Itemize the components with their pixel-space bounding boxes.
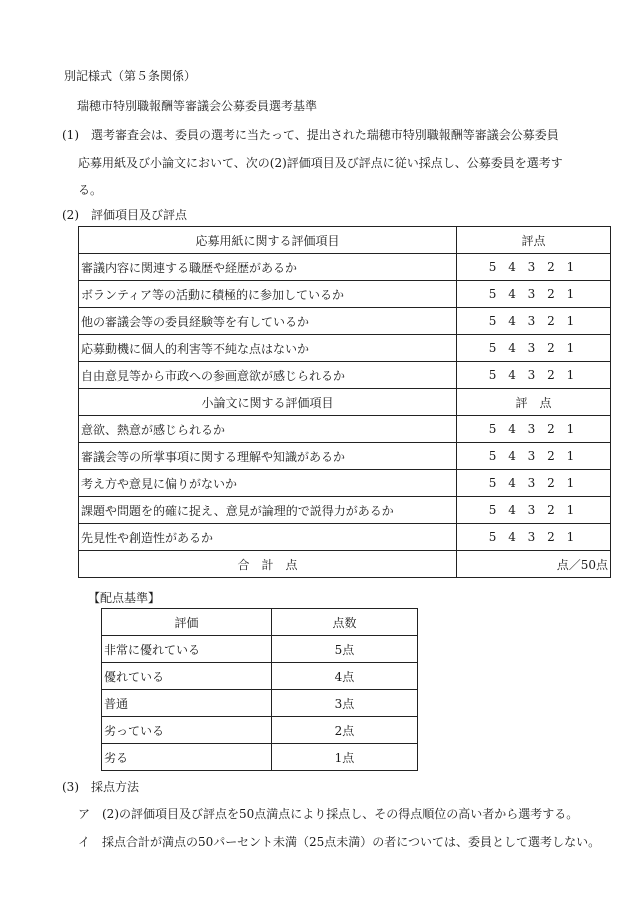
criteria-points: 1点 bbox=[272, 744, 418, 771]
app-score-header: 評点 bbox=[457, 227, 611, 254]
criteria-eval: 劣っている bbox=[102, 717, 272, 744]
criteria-heading: 【配点基準】 bbox=[88, 591, 161, 605]
section2-heading: (2) 評価項目及び評点 bbox=[62, 208, 187, 222]
eval-item: 先見性や創造性があるか bbox=[79, 524, 457, 551]
eval-item: 自由意見等から市政への参画意欲が感じられるか bbox=[79, 362, 457, 389]
table-row bbox=[79, 443, 611, 470]
eval-item: 審議会等の所掌事項に関する理解や知識があるか bbox=[79, 443, 457, 470]
table-row bbox=[79, 335, 611, 362]
section3-item-a: ア (2)の評価項目及び評点を50点満点により採点し、その得点順位の高い者から選考する。 bbox=[78, 807, 579, 821]
criteria-eval: 優れている bbox=[102, 663, 272, 690]
score-options: 5 4 3 2 1 bbox=[457, 335, 611, 362]
score-options: 5 4 3 2 1 bbox=[457, 281, 611, 308]
essay-items-header: 小論文に関する評価項目 bbox=[79, 389, 457, 416]
form-header: 別記様式（第５条関係） bbox=[64, 69, 197, 83]
table-header-row bbox=[79, 389, 611, 416]
criteria-eval-header: 評価 bbox=[102, 609, 272, 636]
table-row bbox=[79, 281, 611, 308]
criteria-points: 3点 bbox=[272, 690, 418, 717]
eval-item: 審議内容に関連する職歴や経歴があるか bbox=[79, 254, 457, 281]
eval-item: 意欲、熱意が感じられるか bbox=[79, 416, 457, 443]
evaluation-table bbox=[78, 226, 611, 578]
eval-item: 応募動機に個人的利害等不純な点はないか bbox=[79, 335, 457, 362]
table-row bbox=[79, 470, 611, 497]
table-row bbox=[79, 524, 611, 551]
app-items-header: 応募用紙に関する評価項目 bbox=[79, 227, 457, 254]
criteria-eval: 普通 bbox=[102, 690, 272, 717]
table-row bbox=[102, 744, 418, 771]
criteria-points: 2点 bbox=[272, 717, 418, 744]
eval-item: 他の審議会等の委員経験等を有しているか bbox=[79, 308, 457, 335]
table-row bbox=[79, 362, 611, 389]
total-value: 点／50点 bbox=[457, 551, 611, 578]
score-options: 5 4 3 2 1 bbox=[457, 416, 611, 443]
score-options: 5 4 3 2 1 bbox=[457, 308, 611, 335]
criteria-points: 4点 bbox=[272, 663, 418, 690]
score-options: 5 4 3 2 1 bbox=[457, 497, 611, 524]
score-options: 5 4 3 2 1 bbox=[457, 254, 611, 281]
criteria-table bbox=[101, 608, 418, 771]
section3-item-b: イ 採点合計が満点の50パーセント未満（25点未満）の者については、委員として選考しない。 bbox=[78, 835, 601, 849]
essay-score-header: 評 点 bbox=[457, 389, 611, 416]
table-row bbox=[79, 254, 611, 281]
total-label: 合 計 点 bbox=[79, 551, 457, 578]
table-row bbox=[79, 416, 611, 443]
total-row bbox=[79, 551, 611, 578]
section1-line-3: る。 bbox=[78, 183, 103, 197]
criteria-points-header: 点数 bbox=[272, 609, 418, 636]
score-options: 5 4 3 2 1 bbox=[457, 470, 611, 497]
document-title: 瑞穂市特別職報酬等審議会公募委員選考基準 bbox=[77, 99, 318, 113]
table-row bbox=[102, 636, 418, 663]
table-row bbox=[102, 663, 418, 690]
section1-line-1: (1) 選考審査会は、委員の選考に当たって、提出された瑞穂市特別職報酬等審議会公募委員 bbox=[62, 128, 559, 142]
table-header-row bbox=[79, 227, 611, 254]
score-options: 5 4 3 2 1 bbox=[457, 443, 611, 470]
section3-heading: (3) 採点方法 bbox=[62, 780, 139, 794]
table-row bbox=[79, 308, 611, 335]
criteria-eval: 非常に優れている bbox=[102, 636, 272, 663]
criteria-header-row bbox=[102, 609, 418, 636]
eval-item: 考え方や意見に偏りがないか bbox=[79, 470, 457, 497]
eval-item: 課題や問題を的確に捉え、意見が論理的で説得力があるか bbox=[79, 497, 457, 524]
table-row bbox=[79, 497, 611, 524]
criteria-points: 5点 bbox=[272, 636, 418, 663]
table-row bbox=[102, 717, 418, 744]
eval-item: ボランティア等の活動に積極的に参加しているか bbox=[79, 281, 457, 308]
criteria-eval: 劣る bbox=[102, 744, 272, 771]
score-options: 5 4 3 2 1 bbox=[457, 524, 611, 551]
table-row bbox=[102, 690, 418, 717]
score-options: 5 4 3 2 1 bbox=[457, 362, 611, 389]
section1-line-2: 応募用紙及び小論文において、次の(2)評価項目及び評点に従い採点し、公募委員を選考す bbox=[78, 156, 563, 170]
